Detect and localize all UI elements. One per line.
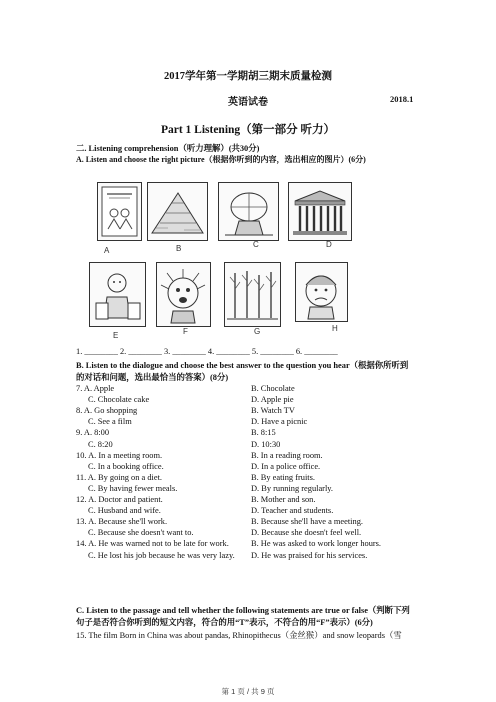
option-text: 11. A. By going on a diet.: [76, 472, 162, 482]
trees-icon: [225, 263, 280, 326]
option-text: 13. A. Because she'll work.: [76, 517, 168, 527]
option-text: C. Because she doesn't want to.: [88, 528, 194, 538]
option-text: C. Chocolate cake: [88, 395, 150, 405]
option-text: 14. A. He was warned not to be late for work.: [76, 539, 229, 549]
globe-monument-icon: [219, 183, 278, 240]
option-text: B. 8:15: [251, 428, 276, 438]
option-text: B. Mother and son.: [251, 495, 316, 504]
pyramid-icon: [148, 183, 207, 240]
exam-date: 2018.1: [390, 94, 414, 104]
option-text: B. Chocolate: [251, 384, 295, 393]
option-text: D. Because she doesn't feel well.: [251, 528, 362, 538]
option-text: C. See a film: [88, 417, 132, 427]
picture-label-c: C: [253, 240, 259, 249]
scared-face-icon: [157, 263, 210, 326]
picture-label-e: E: [113, 331, 119, 340]
option-text: D. Teacher and students.: [251, 506, 334, 516]
question-15: 15. The film Born in China was about pandas, Rhinopithecus（金丝猴）and snow leopards（雪: [76, 631, 402, 640]
option-text: D. By running regularly.: [251, 483, 334, 493]
option-text: 8. A. Go shopping: [76, 406, 138, 416]
section-a-instruction: A. Listen and choose the right picture（根据你听到的内容，选出相应的图片）(6分): [76, 155, 366, 164]
option-text: 9. A. 8:00: [76, 428, 110, 438]
option-text: C. 8:20: [88, 439, 113, 449]
option-text: 10. A. In a meeting room.: [76, 450, 163, 460]
picture-h: [295, 262, 348, 322]
option-text: D. In a police office.: [251, 461, 321, 471]
section-b-instruction-2: 的对话和问题，选出最恰当的答案）(8分): [76, 373, 229, 382]
option-text: B. By eating fruits.: [251, 472, 315, 482]
picture-d: [288, 182, 352, 241]
exam-title: 2017学年第一学期胡三期末质量检测: [164, 71, 332, 82]
picture-label-d: D: [326, 240, 332, 249]
section-b-instruction-1: B. Listen to the dialogue and choose the best answer to the question you hear（根据你所听到: [76, 361, 409, 370]
picture-g: [224, 262, 281, 327]
page-footer: 第 1 页 / 共 9 页: [221, 687, 275, 696]
picture-b: [147, 182, 208, 241]
option-text: D. He was praised for his services.: [251, 550, 368, 560]
option-text: C. In a booking office.: [88, 461, 164, 471]
picture-label-b: B: [176, 244, 182, 253]
picture-label-g: G: [254, 327, 261, 336]
option-text: 7. A. Apple: [76, 384, 115, 393]
option-text: D. Apple pie: [251, 395, 294, 405]
picture-c: [218, 182, 279, 241]
option-text: B. Watch TV: [251, 406, 295, 416]
section-heading: 二. Listening comprehension（听力理解）(共30分): [76, 144, 260, 153]
section-c-instruction-2: 句子是否符合你听到的短文内容，符合的用“T”表示，不符合的用“F”表示）(6分): [76, 618, 373, 627]
option-text: C. He lost his job because he was very lazy.: [88, 550, 235, 560]
option-text: B. In a reading room.: [251, 450, 323, 460]
option-text: B. Because she'll have a meeting.: [251, 517, 363, 527]
option-text: C. By having fewer meals.: [88, 483, 178, 493]
option-text: C. Husband and wife.: [88, 506, 161, 516]
picture-label-h: H: [332, 324, 338, 333]
temple-icon: [289, 183, 351, 240]
option-text: D. Have a picnic: [251, 417, 308, 427]
sad-boy-icon: [296, 263, 347, 321]
exam-subtitle: 英语试卷: [228, 97, 268, 108]
option-text: D. 10:30: [251, 439, 281, 449]
picture-label-f: F: [183, 327, 188, 336]
teacher-icon: [90, 263, 145, 326]
picture-label-a: A: [104, 246, 110, 255]
option-text: 12. A. Doctor and patient.: [76, 495, 163, 504]
picture-a: [97, 182, 142, 241]
picture-f: [156, 262, 211, 327]
option-text: B. He was asked to work longer hours.: [251, 539, 382, 549]
answer-blanks: 1. ________ 2. ________ 3. ________ 4. ________ 5. ________ 6. ________: [76, 347, 338, 356]
part-heading: Part 1 Listening（第一部分 听力）: [160, 124, 336, 136]
section-c-instruction-1: C. Listen to the passage and tell whether the following statements are true or false（判断下列: [76, 606, 410, 615]
book-cover-icon: [98, 183, 141, 240]
picture-e: [89, 262, 146, 327]
